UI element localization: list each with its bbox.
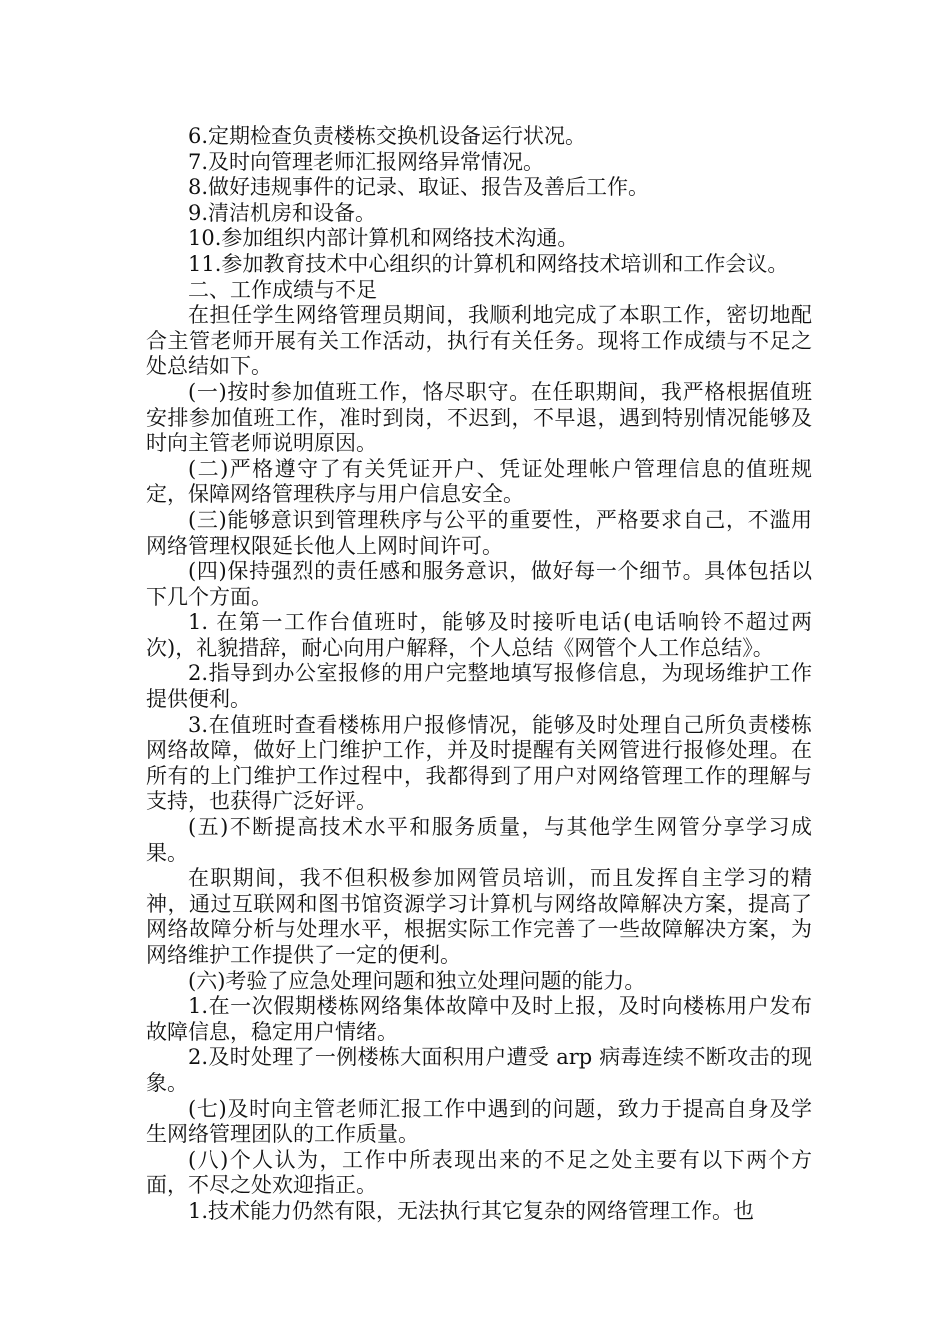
paragraph-subpoint-4-1: 1. 在第一工作台值班时，能够及时接听电话(电话响铃不超过两次)，礼貌措辞，耐心向用户解释，个人总结《网管个人工作总结》。 xyxy=(146,610,812,660)
paragraph-intro: 在担任学生网络管理员期间，我顺利地完成了本职工作，密切地配合主管老师开展有关工作活动，执行有关任务。现将工作成绩与不足之处总结如下。 xyxy=(146,303,812,379)
paragraph-subpoint-8-1: 1.技术能力仍然有限，无法执行其它复杂的网络管理工作。也 xyxy=(188,1198,755,1223)
paragraph-point-3: (三)能够意识到管理秩序与公平的重要性，严格要求自己，不滥用网络管理权限延长他人上网时间许可。 xyxy=(146,507,812,558)
paragraph-item-9: 9.清洁机房和设备。 xyxy=(188,200,377,225)
paragraph-point-5-detail: 在职期间，我不但积极参加网管员培训，而且发挥自主学习的精神，通过互联网和图书馆资源学习计算机与网络故障解决方案，提高了网络故障分析与处理水平，根据实际工作完善了一些故障解决方案，为网络维护工作提供了一定的便利。 xyxy=(146,866,812,967)
paragraph-subpoint-6-1: 1.在一次假期楼栋网络集体故障中及时上报，及时向楼栋用户发布故障信息，稳定用户情绪。 xyxy=(146,994,812,1044)
paragraph-point-1: (一)按时参加值班工作，恪尽职守。在任职期间，我严格根据值班安排参加值班工作，准时到岗，不迟到，不早退，遇到特别情况能够及时向主管老师说明原因。 xyxy=(146,379,812,456)
paragraph-item-11: 11.参加教育技术中心组织的计算机和网络技术培训和工作会议。 xyxy=(188,251,789,276)
paragraph-item-7: 7.及时向管理老师汇报网络异常情况。 xyxy=(188,149,545,174)
document-body xyxy=(146,124,812,1225)
paragraph-item-6: 6.定期检查负责楼栋交换机设备运行状况。 xyxy=(188,124,587,148)
paragraph-subpoint-4-3: 3.在值班时查看楼栋用户报修情况，能够及时处理自己所负责楼栋网络故障，做好上门维护工作，并及时提醒有关网管进行报修处理。在所有的上门维护工作过程中，我都得到了用户对网络管理工作的理解与支持，也获得广泛好评。 xyxy=(146,712,812,814)
paragraph-point-7: (七)及时向主管老师汇报工作中遇到的问题，致力于提高自身及学生网络管理团队的工作质量。 xyxy=(146,1096,812,1147)
paragraph-point-2: (二)严格遵守了有关凭证开户、凭证处理帐户管理信息的值班规定，保障网络管理秩序与用户信息安全。 xyxy=(146,456,812,507)
section-heading: 二、工作成绩与不足 xyxy=(188,277,377,302)
paragraph-point-8: (八)个人认为，工作中所表现出来的不足之处主要有以下两个方面，不尽之处欢迎指正。 xyxy=(146,1147,812,1198)
paragraph-item-10: 10.参加组织内部计算机和网络技术沟通。 xyxy=(188,226,579,251)
paragraph-subpoint-6-2: 2.及时处理了一例楼栋大面积用户遭受 arp 病毒连续不断攻击的现象。 xyxy=(146,1045,812,1095)
paragraph-point-5: (五)不断提高技术水平和服务质量，与其他学生网管分享学习成果。 xyxy=(146,815,812,865)
paragraph-subpoint-4-2: 2.指导到办公室报修的用户完整地填写报修信息，为现场维护工作提供便利。 xyxy=(146,661,812,712)
paragraph-point-4: (四)保持强烈的责任感和服务意识，做好每一个细节。具体包括以下几个方面。 xyxy=(146,559,812,609)
paragraph-item-8: 8.做好违规事件的记录、取证、报告及善后工作。 xyxy=(188,175,650,200)
paragraph-point-6: (六)考验了应急处理问题和独立处理问题的能力。 xyxy=(188,968,646,993)
